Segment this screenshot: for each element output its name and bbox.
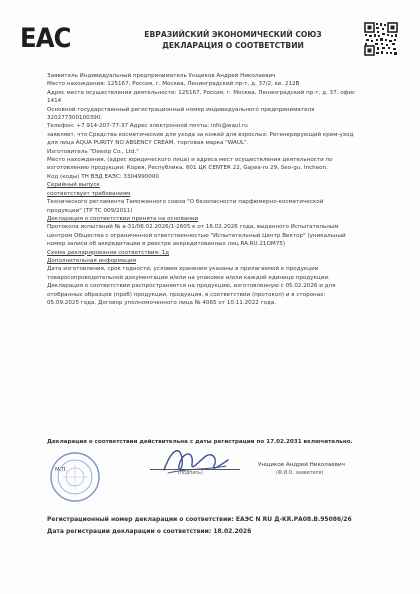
body-line: 320277300100390.	[47, 115, 103, 122]
body-line: для лица AQUA PURITY NO ABSENCY CREAM, торговая марка "WAUL".	[47, 140, 249, 147]
document-header	[20, 22, 400, 60]
body-line: Код (коды) ТН ВЭД ЕАЭС: 3304990000	[47, 173, 159, 180]
registration-number-line	[47, 514, 387, 526]
body-line: товаросопроводительной документации и/или на упаковке и/или каждой единице продукции.	[47, 274, 330, 281]
title-declaration: ДЕКЛАРАЦИЯ О СООТВЕТСТВИИ	[162, 41, 304, 50]
body-line: номер записи об аккредитации в реестре аккредитованных лиц RA.RU.21OM75)	[47, 241, 286, 248]
body-line: Дата изготовления, срок годности, условия хранения указаны в прилагаемой к продукции	[47, 266, 319, 273]
declaration-body	[47, 72, 382, 307]
body-line: Декларация о соответствии распространяется на продукцию, изготовленную с 05.02.2026 и для	[47, 283, 336, 290]
stamp-label: М.П.	[55, 467, 68, 473]
signature-line	[150, 469, 240, 470]
title-union: ЕВРАЗИЙСКИЙ ЭКОНОМИЧЕСКИЙ СОЮЗ	[144, 30, 322, 39]
validity-statement: Декларация о соответствии действительна с даты регистрации по 17.02.2031 включительно.	[47, 439, 353, 445]
registration-date-value: 18.02.2026	[213, 528, 252, 535]
body-line: Схема декларирования соответствия: 1д	[47, 249, 169, 256]
body-line: Адрес места осуществления деятельности: 125167, Россия, г. Москва, Ленинградский пр-т, д. 37, офис	[47, 89, 356, 96]
body-line: Серийный выпуск	[47, 182, 100, 189]
body-line: отобранных образцов (проб) продукции, продукция, в соответствии (протокол) и в сторонах:	[47, 291, 326, 298]
body-line: заявляет, что Средства косметические для ухода за кожей для взрослых: Регенерирующий крем-уход	[47, 131, 354, 138]
body-line: Основной государственный регистрационный номер индивидуального предпринимателя	[47, 106, 315, 113]
body-line: соответствует требованиям	[47, 190, 131, 197]
eac-logo	[20, 22, 71, 56]
signer-name: Унщиков Андрей Николаевич	[258, 462, 345, 468]
registration-date-label: Дата регистрации декларации о соответствии:	[47, 528, 212, 535]
document-title	[138, 29, 328, 51]
seal-stamp	[48, 450, 102, 504]
qr-code-icon	[364, 22, 398, 56]
body-line: Заявитель Индивидуальный предприниматель Унщиков Андрей Николаевич	[47, 73, 276, 79]
body-line: Протокола испытаний № а-31/06.02.2026/1-2605 к от 16.02.2026 года, выданного Испытательным	[47, 224, 339, 231]
body-line: продукции" (ТР ТС 009/2011)	[47, 207, 133, 214]
body-line: Телефон: +7 914-207-77-37 Адрес электронной почты: info@waul.ru	[47, 123, 248, 130]
body-line: Декларация о соответствии принята на основании	[47, 215, 199, 222]
signature-caption: (подпись)	[178, 471, 203, 476]
body-line: 1414	[47, 98, 62, 105]
body-line: 05.09.2025 года. Договор уполномоченного лица № 4065 от 10.11.2022 года.	[47, 299, 277, 306]
body-line: Изготовитель "Deesip Co., Ltd."	[47, 148, 139, 155]
signer-caption: (Ф.И.О. заявителя)	[276, 471, 324, 476]
registration-date-line	[47, 526, 387, 538]
body-line: изготовлению продукции: Корея, Республика, 601 ЦК CENTER 22, Gajwa-ro 29, Seo-gu, Incheon.	[47, 165, 328, 172]
body-line: центром Общества с ограниченной ответственностью "Испытательный Центр Вектор" (уникальный	[47, 232, 346, 239]
body-line: Место нахождения, (адрес юридического лица) и адреса мест осуществления деятельности по	[47, 157, 333, 164]
eac-logo-text: EAC	[20, 23, 71, 54]
body-line: Технического регламента Таможенного союза "О безопасности парфюмерно-косметической	[47, 199, 324, 206]
registration-number-value: ЕАЭС N RU Д-KR.РА08.В.95086/26	[235, 516, 352, 523]
registration-number-label: Регистрационный номер декларации о соответствии:	[47, 516, 234, 523]
body-line: Место нахождения: 125167, Россия, г. Москва, Ленинградский пр-т, д. 37/2, кв. 212В	[47, 81, 300, 88]
registration-block	[47, 514, 387, 538]
body-line: Дополнительная информация	[47, 257, 137, 264]
